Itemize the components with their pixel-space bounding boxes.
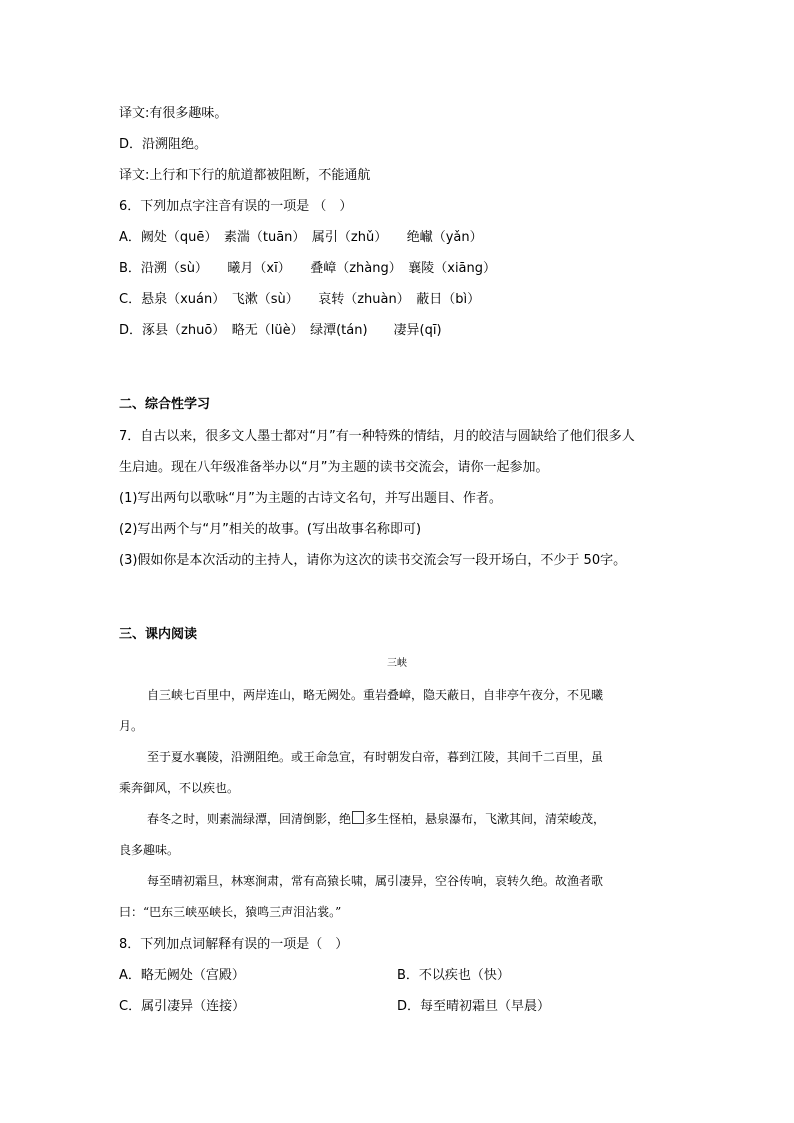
question-7-line-2: 生启迪。现在八年级准备举办以“月”为主题的读书交流会，请你一起参加。 — [119, 460, 549, 475]
translation-line-1: 译文:有很多趣味。 — [119, 106, 228, 121]
section-3-heading: 三、课内阅读 — [119, 627, 198, 642]
poem-para-4-line-2: 曰：“巴东三峡巫峡长，猿鸣三声泪沾裳。” — [119, 905, 342, 919]
poem-para-2-line-1: 至于夏水襄陵，沿溯阻绝。或王命急宣，有时朝发白帝，暮到江陵，其间千二百里，虽 — [147, 750, 604, 764]
poem-para-3-line-1-part-a: 春冬之时，则素湍绿潭，回清倒影，绝 — [147, 812, 352, 826]
question-6-option-a: A．阙处（quē） 素湍（tuān） 属引（zhǔ） 绝𪩘（yǎn） — [119, 230, 483, 245]
poem-para-1-line-1: 自三峡七百里中，两岸连山，略无阙处。重岩叠嶂，隐天蔽日，自非亭午夜分，不见曦 — [147, 688, 604, 702]
translation-line-2: 译文:上行和下行的航道都被阻断，不能通航 — [119, 168, 371, 183]
question-8-option-a: A．略无阙处（宫殿） — [119, 968, 245, 983]
poem-para-3-line-1 — [147, 811, 605, 827]
missing-character-box — [352, 811, 364, 824]
poem-para-1-line-2: 月。 — [119, 719, 144, 733]
question-8-option-b: B．不以疾也（快） — [397, 968, 510, 983]
question-6-option-c: C．悬泉（xuán） 飞漱（sù） 哀转（zhuàn） 蔽日（bì） — [119, 292, 481, 307]
question-7-line-1: 7．自古以来，很多文人墨士都对“月”有一种特殊的情结，月的皎洁与圆缺给了他们很多人 — [119, 429, 635, 444]
poem-para-3-line-1-part-b: 多生怪柏，悬泉瀑布，飞漱其间，清荣峻茂， — [365, 812, 606, 826]
section-2-heading: 二、综合性学习 — [119, 397, 211, 412]
question-7-sub-3: (3)假如你是本次活动的主持人，请你为这次的读书交流会写一段开场白，不少于 50字。 — [119, 553, 627, 568]
question-8-option-d: D．每至晴初霜旦（早晨） — [397, 999, 551, 1014]
question-6-option-d: D．涿县（zhuō） 略无（lüè） 绿潭(tán) 凄异(qī) — [119, 323, 442, 338]
question-6-option-b: B．沿溯（sù） 曦月（xī） 叠嶂（zhàng） 襄陵（xiāng） — [119, 261, 497, 276]
question-7-sub-1: (1)写出两句以歌咏“月”为主题的古诗文名句，并写出题目、作者。 — [119, 491, 502, 506]
poem-para-4-line-1: 每至晴初霜旦，林寒涧肃，常有高猿长啸，属引凄异，空谷传响，哀转久绝。故渔者歌 — [147, 874, 604, 888]
question-6: 6．下列加点字注音有误的一项是 （ ） — [119, 199, 353, 214]
question-7-sub-2: (2)写出两个与“月”相关的故事。(写出故事名称即可) — [119, 522, 422, 537]
question-8: 8．下列加点词解释有误的一项是（ ） — [119, 937, 349, 952]
question-8-option-c: C．属引凄异（连接） — [119, 999, 246, 1014]
poem-title: 三峡 — [387, 658, 407, 669]
poem-para-2-line-2: 乘奔御风，不以疾也。 — [119, 781, 240, 795]
option-d-line: D．沿溯阻绝。 — [119, 137, 208, 152]
poem-para-3-line-2: 良多趣味。 — [119, 843, 180, 857]
